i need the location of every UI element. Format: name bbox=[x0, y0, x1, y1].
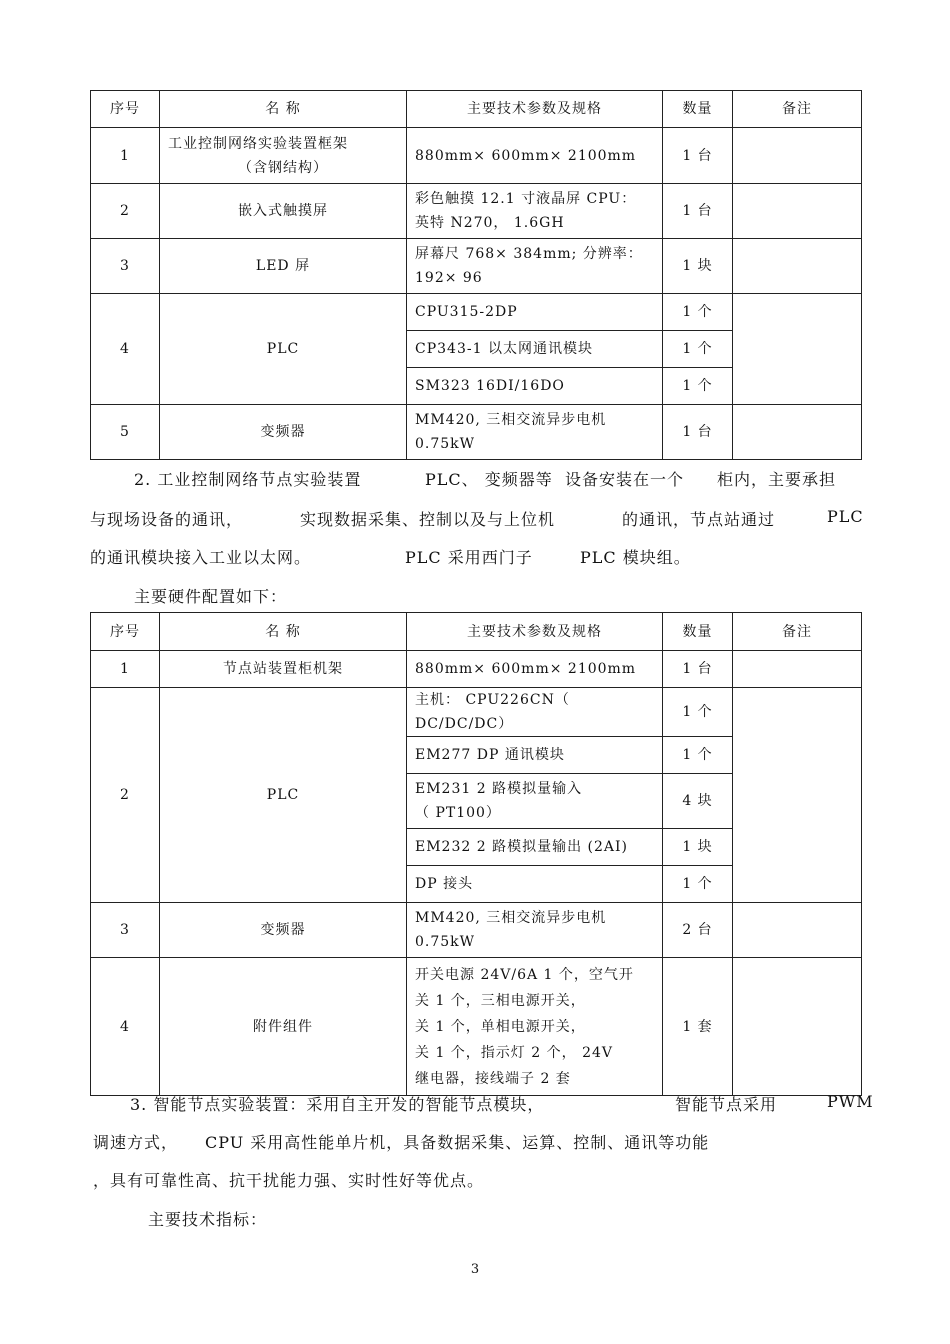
cell-note bbox=[733, 294, 862, 405]
table-header-row bbox=[91, 91, 862, 128]
cell-no: 3 bbox=[91, 903, 160, 958]
cell-spec bbox=[407, 903, 663, 958]
cell-name: 嵌入式触摸屏 bbox=[160, 184, 407, 239]
cell-note bbox=[733, 239, 862, 294]
cell-spec bbox=[407, 239, 663, 294]
header-no: 序号 bbox=[91, 613, 160, 651]
cell-spec-line: 0.75kW bbox=[415, 934, 476, 950]
cell-note bbox=[733, 184, 862, 239]
cell-name: PLC bbox=[160, 688, 407, 903]
cell-qty: 1 个 bbox=[663, 331, 733, 368]
cell-spec bbox=[407, 184, 663, 239]
cell-spec-line: （ PT100） bbox=[415, 805, 501, 821]
cell-spec: 880mm× 600mm× 2100mm bbox=[407, 651, 663, 688]
cell-no: 4 bbox=[91, 958, 160, 1096]
cell-spec-line: 屏幕尺 768× 384mm; 分辨率： bbox=[415, 246, 643, 262]
cell-note bbox=[733, 688, 862, 903]
equipment-table-2 bbox=[90, 612, 862, 1096]
header-name: 名 称 bbox=[160, 91, 407, 128]
cell-no: 1 bbox=[91, 651, 160, 688]
cell-note bbox=[733, 903, 862, 958]
cell-no: 5 bbox=[91, 405, 160, 460]
cell-spec-line: 继电器，接线端子 2 套 bbox=[415, 1070, 571, 1087]
cell-qty: 1 个 bbox=[663, 368, 733, 405]
cell-spec-line: 彩色触摸 12.1 寸液晶屏 CPU： bbox=[415, 191, 637, 207]
table-row bbox=[91, 239, 862, 294]
cell-spec-line: EM231 2 路模拟量输入 bbox=[415, 781, 583, 797]
cell-qty: 1 台 bbox=[663, 405, 733, 460]
cell-name: 变频器 bbox=[160, 405, 407, 460]
cell-spec-line: 关 1 个，指示灯 2 个， 24V bbox=[415, 1044, 613, 1061]
cell-spec bbox=[407, 405, 663, 460]
header-qty: 数量 bbox=[663, 91, 733, 128]
cell-qty: 1 台 bbox=[663, 651, 733, 688]
cell-spec bbox=[407, 774, 663, 829]
cell-spec: 880mm× 600mm× 2100mm bbox=[407, 128, 663, 184]
cell-qty: 1 个 bbox=[663, 737, 733, 774]
cell-no: 1 bbox=[91, 128, 160, 184]
header-no: 序号 bbox=[91, 91, 160, 128]
header-qty: 数量 bbox=[663, 613, 733, 651]
cell-note bbox=[733, 958, 862, 1096]
cell-spec bbox=[407, 958, 663, 1096]
cell-spec-line: 0.75kW bbox=[415, 436, 476, 452]
cell-qty: 1 个 bbox=[663, 294, 733, 331]
header-name: 名 称 bbox=[160, 613, 407, 651]
cell-spec: SM323 16DI/16DO bbox=[407, 368, 663, 405]
cell-spec-line: 关 1 个，单相电源开关， bbox=[415, 1018, 586, 1035]
cell-name: 节点站装置柜机架 bbox=[160, 651, 407, 688]
cell-name-line: 工业控制网络实验装置框架 bbox=[168, 135, 348, 152]
cell-spec-line: 开关电源 24V/6A 1 个，空气开 bbox=[415, 966, 634, 983]
cell-qty: 1 块 bbox=[663, 239, 733, 294]
cell-no: 2 bbox=[91, 184, 160, 239]
table-row bbox=[91, 184, 862, 239]
table-row bbox=[91, 903, 862, 958]
cell-spec: DP 接头 bbox=[407, 866, 663, 903]
table-row bbox=[91, 128, 862, 184]
cell-spec-line: 关 1 个，三相电源开关， bbox=[415, 992, 586, 1009]
cell-name: PLC bbox=[160, 294, 407, 405]
table-row bbox=[91, 688, 862, 737]
cell-qty: 1 个 bbox=[663, 866, 733, 903]
cell-note bbox=[733, 651, 862, 688]
table-row bbox=[91, 651, 862, 688]
cell-qty: 1 个 bbox=[663, 688, 733, 737]
cell-qty: 1 套 bbox=[663, 958, 733, 1096]
cell-note bbox=[733, 128, 862, 184]
table-header-row bbox=[91, 613, 862, 651]
cell-spec-line: 192× 96 bbox=[415, 270, 483, 286]
cell-spec: CPU315-2DP bbox=[407, 294, 663, 331]
cell-no: 2 bbox=[91, 688, 160, 903]
cell-spec: EM232 2 路模拟量输出 (2AI) bbox=[407, 829, 663, 866]
equipment-table-1 bbox=[90, 90, 862, 460]
table-row bbox=[91, 294, 862, 331]
header-note: 备注 bbox=[733, 91, 862, 128]
cell-name bbox=[160, 128, 407, 184]
cell-qty: 1 台 bbox=[663, 184, 733, 239]
cell-qty: 4 块 bbox=[663, 774, 733, 829]
cell-spec-line: 英特 N270， 1.6GH bbox=[415, 215, 565, 231]
cell-name-line: （含钢结构） bbox=[238, 159, 328, 176]
header-note: 备注 bbox=[733, 613, 862, 651]
cell-name: 附件组件 bbox=[160, 958, 407, 1096]
cell-spec-line: MM420, 三相交流异步电机 bbox=[415, 910, 607, 926]
cell-spec-line: MM420, 三相交流异步电机 bbox=[415, 412, 607, 428]
header-spec: 主要技术参数及规格 bbox=[407, 613, 663, 651]
cell-qty: 1 块 bbox=[663, 829, 733, 866]
page-number: 3 bbox=[470, 1262, 480, 1277]
cell-name: 变频器 bbox=[160, 903, 407, 958]
table-row bbox=[91, 405, 862, 460]
cell-name: LED 屏 bbox=[160, 239, 407, 294]
header-spec: 主要技术参数及规格 bbox=[407, 91, 663, 128]
cell-spec: 主机： CPU226CN（ DC/DC/DC） bbox=[407, 688, 663, 737]
cell-spec: EM277 DP 通讯模块 bbox=[407, 737, 663, 774]
cell-no: 4 bbox=[91, 294, 160, 405]
cell-no: 3 bbox=[91, 239, 160, 294]
cell-spec: CP343-1 以太网通讯模块 bbox=[407, 331, 663, 368]
cell-qty: 2 台 bbox=[663, 903, 733, 958]
cell-note bbox=[733, 405, 862, 460]
cell-qty: 1 台 bbox=[663, 128, 733, 184]
table-row bbox=[91, 958, 862, 1096]
